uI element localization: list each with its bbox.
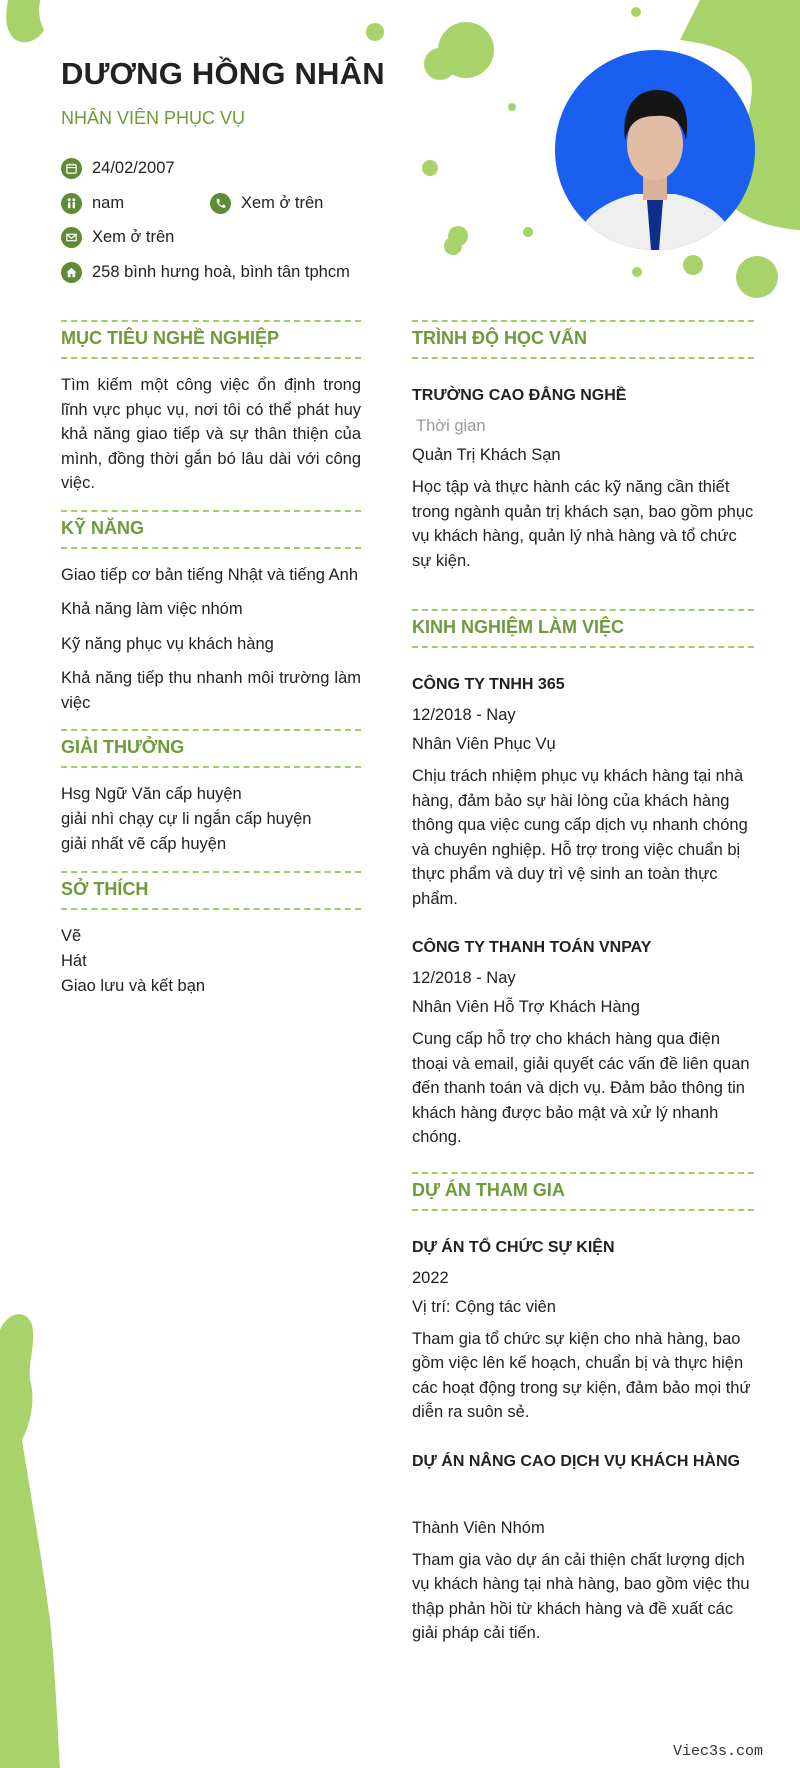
skill-item: Giao tiếp cơ bản tiếng Nhật và tiếng Anh [61, 565, 359, 584]
watermark: Viec3s.com [673, 1743, 764, 1760]
project-name: DỰ ÁN NÂNG CAO DỊCH VỤ KHÁCH HÀNG [412, 1452, 740, 1470]
home-icon [61, 262, 82, 283]
experience-description: Chịu trách nhiệm phục vụ khách hàng tại nhà hàng, đảm bảo sự hài lòng của khách hàng thông qua việc cung cấp dịch vụ nhanh chóng và chuyên nghiệp. Hỗ trợ trong việc chuẩn bị thực phẩm và duy trì vệ sinh an toàn thực phẩm. [412, 767, 748, 908]
hobby-item: Hát [61, 952, 87, 970]
envelope-icon [61, 227, 82, 248]
award-item: Hsg Ngữ Văn cấp huyện [61, 785, 242, 803]
skills-heading: KỸ NĂNG [61, 510, 361, 549]
email-row [61, 227, 174, 248]
objective-section [61, 320, 361, 510]
project-description: Tham gia vào dự án cải thiện chất lượng dịch vụ khách hàng tại nhà hàng, bao gồm việc thu thập phản hồi từ khách hàng và đề xuất các giải pháp cải tiến. [412, 1550, 750, 1642]
address-value: 258 bình hưng hoà, bình tân tphcm [92, 263, 350, 281]
education-heading: TRÌNH ĐỘ HỌC VẤN [412, 320, 754, 359]
skill-item: Khả năng làm việc nhóm [61, 600, 243, 618]
experience-item [412, 939, 754, 1150]
education-section [412, 320, 754, 573]
phone-icon [210, 193, 231, 214]
experience-section [412, 609, 754, 1150]
gender-row [61, 193, 124, 214]
project-time: 2022 [412, 1268, 449, 1287]
hobby-item: Vẽ [61, 927, 82, 945]
experience-time: 12/2018 - Nay [412, 706, 516, 724]
project-item [412, 1453, 754, 1646]
experience-heading: KINH NGHIỆM LÀM VIỆC [412, 609, 754, 648]
hobbies-section [61, 871, 361, 1013]
awards-section [61, 729, 361, 871]
email-value: Xem ở trên [92, 228, 175, 246]
candidate-name: DƯƠNG HỒNG NHÂN [61, 56, 385, 91]
gender-value: nam [92, 194, 125, 212]
hobbies-heading: SỞ THÍCH [61, 871, 361, 910]
skill-item: Khả năng tiếp thu nhanh môi trường làm việc [61, 669, 361, 712]
education-time: Thời gian [416, 417, 486, 435]
right-column [412, 320, 754, 1668]
project-item [412, 1239, 754, 1425]
birthday-row [61, 158, 175, 179]
project-role: Thành Viên Nhóm [412, 1518, 545, 1537]
job-title: NHÂN VIÊN PHỤC VỤ [61, 108, 246, 128]
award-item: giải nhì chạy cự li ngắn cấp huyện [61, 810, 312, 828]
calendar-icon [61, 158, 82, 179]
objective-text: Tìm kiếm một công việc ổn định trong lĩnh vực phục vụ, nơi tôi có thể phát huy khả năng giao tiếp và sự thân thiện của mình, đồng thời gắn bó lâu dài với công việc. [61, 376, 361, 492]
objective-heading: MỤC TIÊU NGHỀ NGHIỆP [61, 320, 361, 359]
experience-time: 12/2018 - Nay [412, 969, 516, 987]
school-name: TRƯỜNG CAO ĐẲNG NGHỀ [412, 387, 627, 404]
gender-icon [61, 193, 82, 214]
education-major: Quản Trị Khách Sạn [412, 446, 561, 464]
left-column [61, 320, 361, 1013]
hobby-item: Giao lưu và kết bạn [61, 977, 206, 995]
award-item: giải nhất vẽ cấp huyện [61, 835, 227, 853]
project-time [412, 1483, 754, 1507]
profile-photo [555, 50, 755, 250]
company-name: CÔNG TY THANH TOÁN VNPAY [412, 939, 652, 956]
phone-value: Xem ở trên [241, 194, 324, 212]
project-name: DỰ ÁN TỔ CHỨC SỰ KIỆN [412, 1238, 615, 1256]
projects-heading: DỰ ÁN THAM GIA [412, 1172, 754, 1211]
experience-position: Nhân Viên Phục Vụ [412, 735, 556, 753]
experience-description: Cung cấp hỗ trợ cho khách hàng qua điện thoại và email, giải quyết các vấn đề liên quan đến thanh toán và dịch vụ. Đảm bảo thông tin khách hàng được bảo mật và xử lý nhanh chóng. [412, 1030, 750, 1146]
experience-item [412, 676, 754, 911]
skills-section [61, 510, 361, 730]
education-description: Học tập và thực hành các kỹ năng cần thiết trong ngành quản trị khách sạn, bao gồm phục vụ khách hàng, quản lý nhà hàng và tổ chức sự kiện. [412, 478, 754, 570]
awards-heading: GIẢI THƯỞNG [61, 729, 361, 768]
projects-section [412, 1172, 754, 1646]
address-row [61, 262, 350, 283]
skill-item: Kỹ năng phục vụ khách hàng [61, 634, 274, 653]
project-description: Tham gia tổ chức sự kiện cho nhà hàng, bao gồm việc lên kế hoạch, chuẩn bị và thực hiện các hoạt động trong sự kiện, đảm bảo mọi thứ diễn ra suôn sẻ. [412, 1329, 751, 1421]
birthday-value: 24/02/2007 [92, 159, 175, 177]
project-role: Vị trí: Cộng tác viên [412, 1297, 556, 1316]
company-name: CÔNG TY TNHH 365 [412, 676, 565, 693]
phone-row [210, 193, 323, 214]
experience-position: Nhân Viên Hỗ Trợ Khách Hàng [412, 998, 640, 1016]
